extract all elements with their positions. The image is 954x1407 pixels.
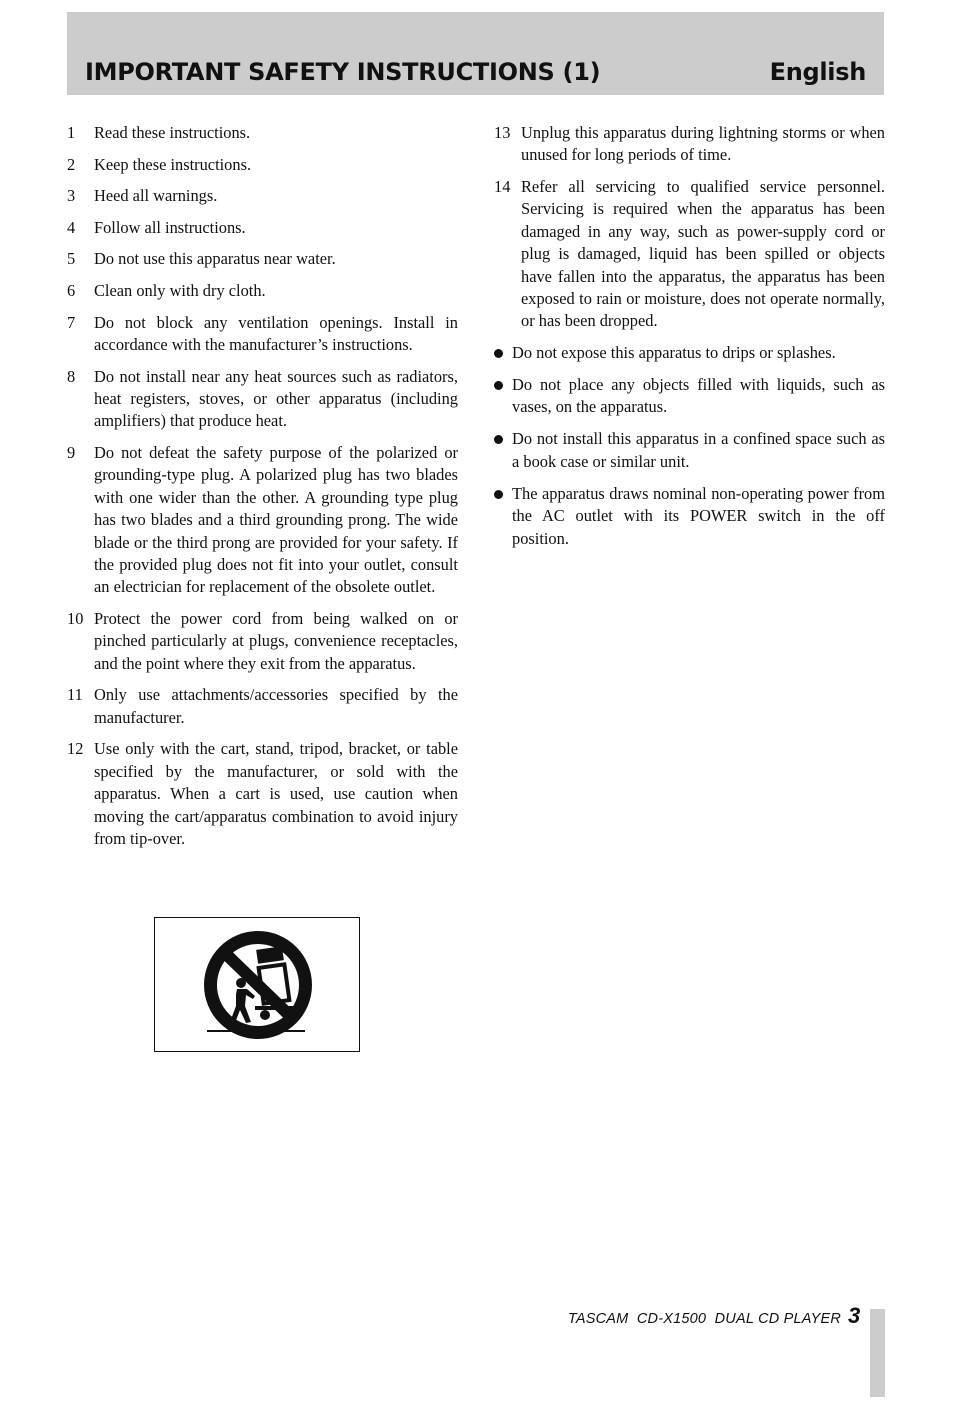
footer-product-name: TASCAM CD-X1500 DUAL CD PLAYER (567, 1311, 841, 1327)
page-title: IMPORTANT SAFETY INSTRUCTIONS (1) (85, 58, 601, 86)
list-item (67, 738, 458, 850)
item-number: 1 (67, 123, 76, 142)
list-item (494, 176, 885, 333)
item-text: Heed all warnings. (94, 186, 218, 206)
list-item (67, 122, 458, 144)
language-label: English (769, 58, 866, 86)
item-text: Follow all instructions. (94, 217, 246, 237)
list-item (67, 154, 458, 176)
item-number: 14 (494, 177, 511, 196)
item-text: Do not block any ventilation openings. Install in accordance with the manufacturer’s instructions. (94, 312, 458, 354)
bullet-icon (494, 490, 503, 499)
item-text: Clean only with dry cloth. (94, 280, 266, 300)
item-text: Read these instructions. (94, 123, 251, 142)
left-column (67, 122, 458, 860)
bullet-text: Do not expose this apparatus to drips or splashes. (512, 343, 836, 363)
item-text: Protect the power cord from being walked on or pinched particularly at plugs, convenience receptacles, and the point where they exit from the apparatus. (94, 609, 458, 673)
list-item (67, 366, 458, 433)
bullet-item (494, 374, 885, 419)
list-item (67, 312, 458, 357)
cart-tip-over-warning-icon (195, 926, 321, 1046)
bullet-icon (494, 435, 503, 444)
list-item (67, 248, 458, 270)
item-text: Refer all servicing to qualified service personnel. Servicing is required when the apparatus has been damaged in any way, such as power-supply cord or plug is damaged, liquid has been spilled or objects have fallen into the apparatus, the apparatus has been exposed to rain or moisture, does not operate normally, or has been dropped. (521, 177, 885, 331)
bullet-icon (494, 349, 503, 358)
item-number: 5 (67, 249, 76, 269)
item-number: 2 (67, 154, 76, 174)
bullet-text: The apparatus draws nominal non-operating power from the AC outlet with its POWER switch in the off position. (512, 483, 885, 548)
bullet-item (494, 342, 885, 364)
item-number: 6 (67, 280, 76, 300)
item-text: Keep these instructions. (94, 154, 252, 174)
bullet-text: Do not install this apparatus in a confined space such as a book case or similar unit. (512, 429, 885, 471)
item-text: Unplug this apparatus during lightning storms or when unused for long periods of time. (521, 123, 885, 165)
list-item (67, 442, 458, 599)
item-number: 7 (67, 312, 76, 332)
item-number: 13 (494, 123, 511, 142)
bullet-icon (494, 381, 503, 390)
item-number: 3 (67, 186, 76, 206)
list-item (67, 608, 458, 675)
item-text: Use only with the cart, stand, tripod, bracket, or table specified by the manufacturer, or sold with the apparatus. When a cart is used, use caution when moving the cart/apparatus combination to avoid injury from tip-over. (94, 739, 458, 849)
right-column (494, 122, 885, 560)
bullet-item (494, 428, 885, 473)
page-number: 3 (848, 1303, 861, 1328)
header-bar (67, 12, 884, 95)
warning-figure (154, 917, 360, 1052)
item-text: Do not use this apparatus near water. (94, 249, 336, 269)
item-number: 9 (67, 442, 76, 462)
item-number: 4 (67, 217, 76, 237)
item-number: 11 (67, 685, 83, 705)
list-item (494, 122, 885, 167)
item-text: Do not install near any heat sources such as radiators, heat registers, stoves, or other apparatus (including amplifiers) that produce heat. (94, 366, 458, 431)
list-item (67, 185, 458, 207)
item-number: 10 (67, 609, 84, 628)
footer-tab-bar (870, 1309, 885, 1397)
bullet-text: Do not place any objects filled with liquids, such as vases, on the apparatus. (512, 375, 885, 417)
list-item (67, 280, 458, 302)
bullet-item (494, 483, 885, 550)
item-number: 8 (67, 366, 76, 386)
item-number: 12 (67, 739, 84, 759)
list-item (67, 217, 458, 239)
item-text: Only use attachments/accessories specified by the manufacturer. (94, 685, 458, 727)
list-item (67, 684, 458, 729)
item-text: Do not defeat the safety purpose of the polarized or grounding-type plug. A polarized plug has two blades with one wider than the other. A grounding type plug has two blades and a third grounding prong. The wide blade or the third prong are provided for your safety. If the provided plug does not fit into your outlet, consult an electrician for replacement of the obsolete outlet. (94, 442, 458, 597)
